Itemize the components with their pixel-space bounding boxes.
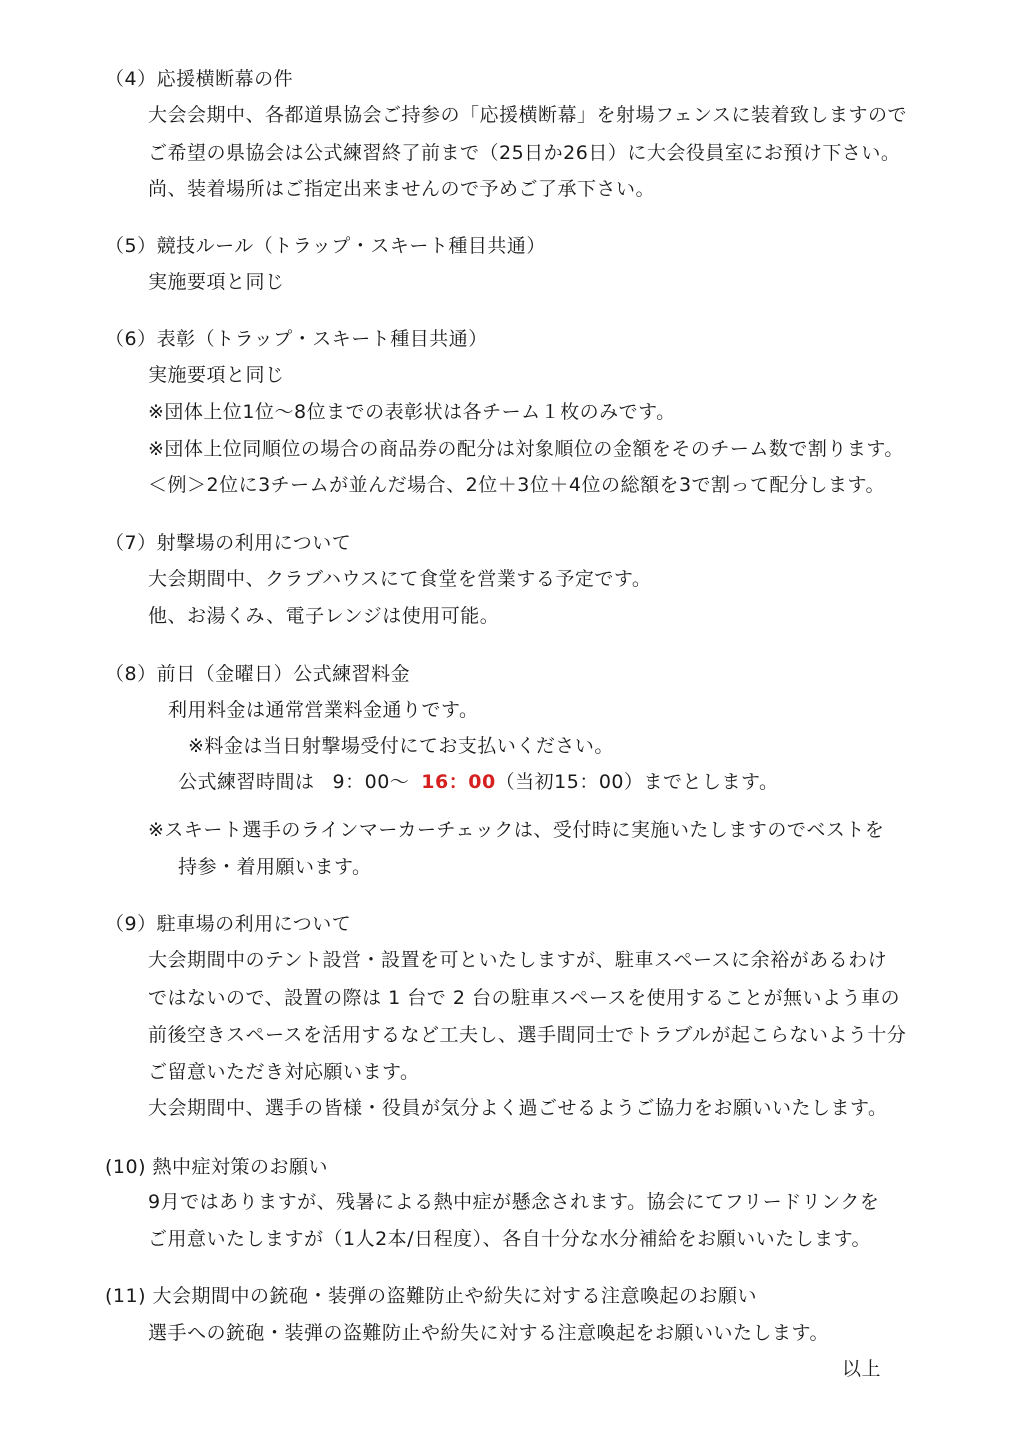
section-9-heading: （9）駐車場の利用について [105, 913, 352, 935]
section-6-line-1: 実施要項と同じ [148, 364, 285, 386]
section-6-line-3: ※団体上位同順位の場合の商品券の配分は対象順位の金額をそのチーム数で割ります。 [148, 438, 904, 460]
section-11-line-1: 選手への銃砲・装弾の盗難防止や紛失に対する注意喚起をお願いいたします。 [148, 1322, 829, 1344]
section-9-line-2: ではないので、設置の際は 1 台で 2 台の駐車スペースを使用することが無いよう車の [148, 987, 901, 1009]
section-8-heading: （8）前日（金曜日）公式練習料金 [105, 663, 411, 685]
section-4-line-2: ご希望の県協会は公式練習終了前まで（25日か26日）に大会役員室にお預け下さい。 [148, 142, 901, 164]
section-6-line-2: ※団体上位1位～8位までの表彰状は各チーム１枚のみです。 [148, 401, 676, 423]
section-10-line-2: ご用意いたしますが（1人2本/日程度）、各自十分な水分補給をお願いいたします。 [148, 1228, 872, 1250]
section-6-line-4: ＜例＞2位に3チームが並んだ場合、2位＋3位＋4位の総額を3で割って配分します。 [148, 474, 886, 496]
section-8-fee: 利用料金は通常営業料金通りです。 [168, 699, 479, 721]
section-8-practice-hours [178, 770, 779, 794]
section-8-skeet-note-1: ※スキート選手のラインマーカーチェックは、受付時に実施いたしますのでベストを [148, 819, 885, 841]
section-4-line-3: 尚、装着場所はご指定出来ませんので予めご了承下さい。 [148, 178, 656, 200]
section-4-line-1: 大会会期中、各都道県協会ご持参の「応援横断幕」を射場フェンスに装着致しますので [148, 104, 907, 126]
section-10-heading: (10) 熱中症対策のお願い [105, 1156, 329, 1178]
section-11-heading: (11) 大会期間中の銃砲・装弾の盗難防止や紛失に対する注意喚起のお願い [105, 1285, 758, 1307]
closing-mark: 以上 [842, 1358, 882, 1380]
practice-hours-end: 16：00 [421, 771, 496, 793]
section-7-line-2: 他、お湯くみ、電子レンジは使用可能。 [148, 605, 500, 627]
section-4-heading: （4）応援横断幕の件 [105, 68, 294, 90]
section-8-skeet-note-2: 持参・着用願います。 [178, 856, 372, 878]
section-7-line-1: 大会期間中、クラブハウスにて食堂を営業する予定です。 [148, 568, 652, 590]
practice-hours-start: 9：00～ [332, 771, 410, 793]
section-9-line-5: 大会期間中、選手の皆様・役員が気分よく過ごせるようご協力をお願いいたします。 [148, 1097, 888, 1119]
section-8-payment: ※料金は当日射撃場受付にてお支払いください。 [188, 735, 614, 757]
section-9-line-1: 大会期間中のテント設営・設置を可といたしますが、駐車スペースに余裕があるわけ [148, 949, 888, 971]
section-6-heading: （6）表彰（トラップ・スキート種目共通） [105, 328, 488, 350]
section-5-heading: （5）競技ルール（トラップ・スキート種目共通） [105, 235, 546, 257]
section-9-line-3: 前後空きスペースを活用するなど工夫し、選手間同士でトラブルが起こらないよう十分 [148, 1024, 907, 1046]
section-5-line-1: 実施要項と同じ [148, 271, 285, 293]
section-9-line-4: ご留意いただき対応願います。 [148, 1061, 420, 1083]
section-10-line-1: 9月ではありますが、残暑による熱中症が懸念されます。協会にてフリードリンクを [148, 1191, 880, 1213]
practice-hours-note: （当初15：00）までとします。 [495, 771, 779, 793]
practice-hours-label: 公式練習時間は [178, 771, 315, 793]
section-7-heading: （7）射撃場の利用について [105, 532, 352, 554]
